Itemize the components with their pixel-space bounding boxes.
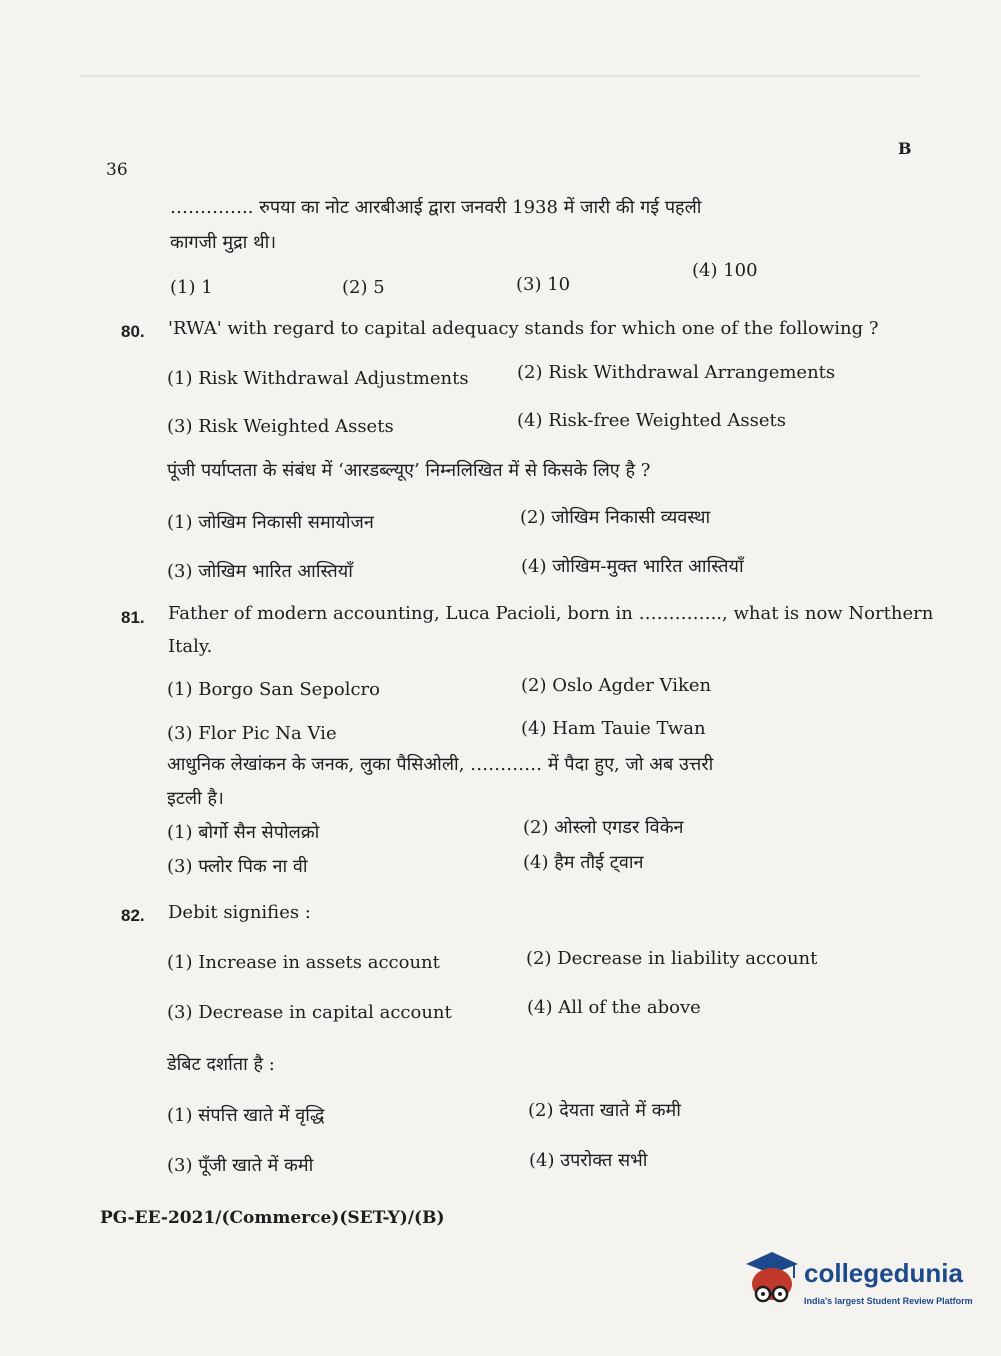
q80-option-en-1: (1) Risk Withdrawal Adjustments [167,368,469,389]
q82-stem-en: Debit signifies : [168,902,311,923]
q80-number: 80. [121,322,145,341]
q81-stem-en-line1: Father of modern accounting, Luca Pacioli, born in ………….., what is now Northern [168,603,934,624]
q80-stem-en: 'RWA' with regard to capital adequacy stands for which one of the following ? [168,318,879,339]
scan-edge-line [80,75,920,77]
brand-tagline: India's largest Student Review Platform [804,1296,973,1306]
q81-option-en-1: (1) Borgo San Sepolcro [167,679,380,700]
q82-option-en-1: (1) Increase in assets account [167,952,440,973]
q82-option-hi-3: (3) पूँजी खाते में कमी [167,1155,314,1176]
q81-option-hi-3: (3) फ्लोर पिक ना वी [167,856,308,877]
mascot-icon [742,1250,802,1312]
q80-option-hi-1: (1) जोखिम निकासी समायोजन [167,512,374,533]
q79-option-2: (2) 5 [342,277,385,298]
q82-option-hi-4: (4) उपरोक्त सभी [529,1150,648,1171]
q82-option-en-2: (2) Decrease in liability account [526,948,818,969]
q80-option-en-4: (4) Risk-free Weighted Assets [517,410,787,431]
collegedunia-logo [742,1250,972,1320]
q81-stem-hi-line1: आधुनिक लेखांकन के जनक, लुका पैसिओली, ………… में पैदा हुए, जो अब उत्तरी [167,754,714,775]
q81-option-hi-4: (4) हैम तौई ट्वान [523,852,644,873]
q82-option-hi-2: (2) देयता खाते में कमी [528,1100,681,1121]
q81-option-hi-2: (2) ओस्लो एगडर विकेन [523,817,684,838]
q81-option-en-2: (2) Oslo Agder Viken [521,675,712,696]
q82-stem-hi: डेबिट दर्शाता है : [167,1054,275,1075]
q81-stem-en-line2: Italy. [168,636,213,657]
set-mark: B [898,139,912,158]
q79-stem-hi-line2: कागजी मुद्रा थी। [170,232,277,253]
q82-option-en-3: (3) Decrease in capital account [167,1002,452,1023]
q80-option-hi-3: (3) जोखिम भारित आस्तियाँ [167,561,353,582]
q81-option-hi-1: (1) बोर्गो सैन सेपोलक्रो [167,822,320,843]
q81-option-en-3: (3) Flor Pic Na Vie [167,723,337,744]
page-number: 36 [106,160,128,180]
q80-stem-hi: पूंजी पर्याप्तता के संबंध में ‘आरडब्ल्यूए’ निम्नलिखित में से किसके लिए है ? [167,460,651,481]
q82-option-hi-1: (1) संपत्ति खाते में वृद्धि [167,1105,325,1126]
q82-option-en-4: (4) All of the above [527,997,701,1018]
brand-name: collegedunia [804,1258,963,1288]
q80-option-hi-2: (2) जोखिम निकासी व्यवस्था [520,507,711,528]
q79-stem-hi-line1: ………….. रुपया का नोट आरबीआई द्वारा जनवरी 1938 में जारी की गई पहली [170,197,702,218]
q80-option-hi-4: (4) जोखिम-मुक्त भारित आस्तियाँ [521,556,744,577]
q79-option-1: (1) 1 [170,277,213,298]
q80-option-en-3: (3) Risk Weighted Assets [167,416,394,437]
q79-option-3: (3) 10 [516,274,571,295]
q81-option-en-4: (4) Ham Tauie Twan [521,718,706,739]
q82-number: 82. [121,906,145,925]
q81-number: 81. [121,608,145,627]
q80-option-en-2: (2) Risk Withdrawal Arrangements [517,362,836,383]
q79-option-4: (4) 100 [692,260,758,281]
q81-stem-hi-line2: इटली है। [167,788,224,809]
footer-code: PG-EE-2021/(Commerce)(SET-Y)/(B) [100,1208,445,1228]
